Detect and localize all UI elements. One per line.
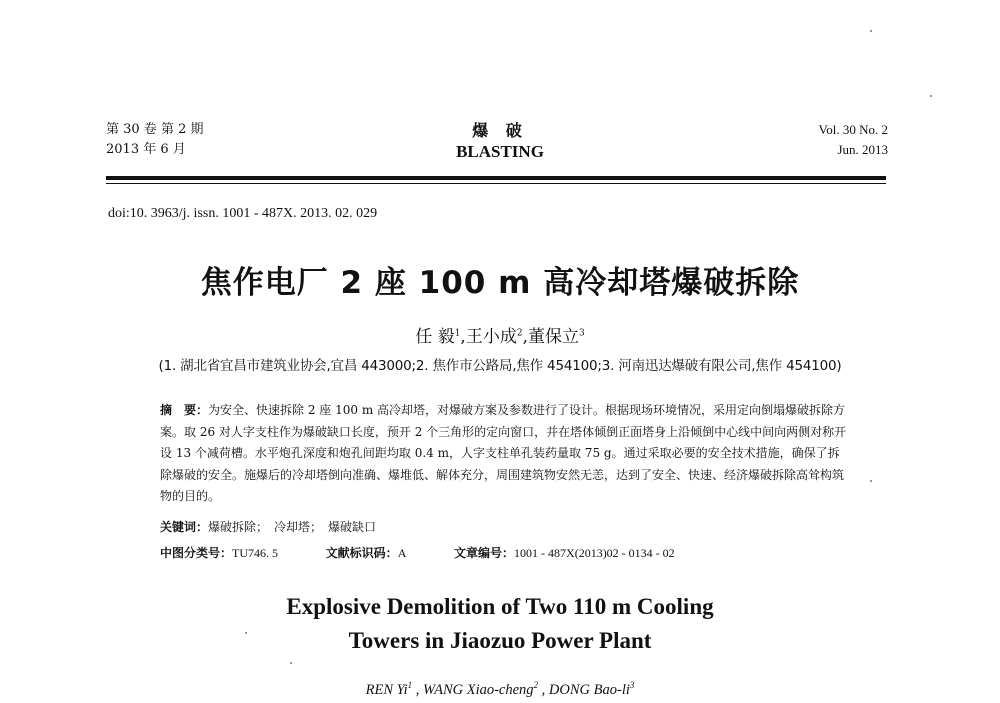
volume-issue-cn: 第 30 卷 第 2 期 [106,122,204,137]
doc-code-label: 文献标识码： [325,546,398,560]
clc-value: TU746. 5 [232,546,279,560]
abstract-text: 为安全、快速拆除 2 座 100 m 高冷却塔，对爆破方案及参数进行了设计。根据现场环境情况，采用定向倒塌爆破拆除方案。取 26 对人字支柱作为爆破缺口长度，预开 2 个三角形的定向窗口，并在塔体倾倒正面塔身上沿倾倒中心线中间向两侧对称开设 13 个减荷槽。水平炮孔深度和炮孔间距均取 0.4 m，人字支柱单孔装药量取 75 g。通过采取必要的安全技术措施，确保了拆除爆破的安全。施爆后的冷却塔倒向准确、爆堆低、解体充分，周围建筑物安然无恙，达到了安全、快速、经济爆破拆除高耸构筑物的目的。 [160,403,847,503]
author-2-cn: ,王小成 [460,327,517,347]
title-en-line-1: Explosive Demolition of Two 110 m Cooling [286,594,714,619]
author-2-sup: 2 [516,328,523,339]
classification-line [160,543,675,563]
journal-issue-en [819,120,888,160]
scan-speck [870,480,872,482]
authors-cn [0,322,1000,347]
scan-speck [930,95,932,97]
keywords [160,517,376,537]
author-1-en: REN Yi [365,681,408,698]
header-rule-thick [106,176,886,180]
affiliations: (1. 湖北省宜昌市建筑业协会,宜昌 443000;2. 焦作市公路局,焦作 454100;3. 河南迅达爆破有限公司,焦作 454100) [158,358,842,374]
scan-speck [245,632,247,634]
author-1-en-sup: 1 [407,680,413,690]
clc-label: 中图分类号： [160,546,233,560]
author-2-en: , WANG Xiao-cheng [412,681,534,698]
keywords-text: 爆破拆除； 冷却塔； 爆破缺口 [208,520,377,534]
author-1-sup: 1 [454,328,461,339]
author-3-cn: ,董保立 [522,327,579,347]
author-3-sup: 3 [578,328,585,339]
scan-speck [870,30,872,32]
journal-name-en: BLASTING [456,142,544,161]
title-en-line-2: Towers in Jiaozuo Power Plant [348,628,652,653]
title-en [0,590,1000,658]
author-3-en: , DONG Bao-li [538,681,630,698]
date-cn: 2013 年 6 月 [106,142,186,157]
keywords-label: 关键词： [160,520,209,534]
author-3-en-sup: 3 [629,680,635,690]
doi: doi:10. 3963/j. issn. 1001 - 487X. 2013. 02. 029 [108,206,378,221]
doc-code-value: A [397,546,407,560]
authors-en [0,680,1000,699]
abstract [160,400,850,508]
header-rule-thin [106,183,886,184]
title-cn: 焦作电厂 2 座 100 m 高冷却塔爆破拆除 [200,265,800,301]
author-1-cn: 任 毅 [415,327,455,347]
article-no-label: 文章编号： [454,546,515,560]
abstract-label: 摘 要： [160,403,209,417]
author-2-en-sup: 2 [533,680,539,690]
article-no-value: 1001 - 487X(2013)02 - 0134 - 02 [514,546,675,560]
date-en: Jun. 2013 [837,142,888,157]
journal-name-cn: 爆 破 [472,121,528,140]
scan-speck [290,662,292,664]
volume-issue-en: Vol. 30 No. 2 [818,122,888,137]
